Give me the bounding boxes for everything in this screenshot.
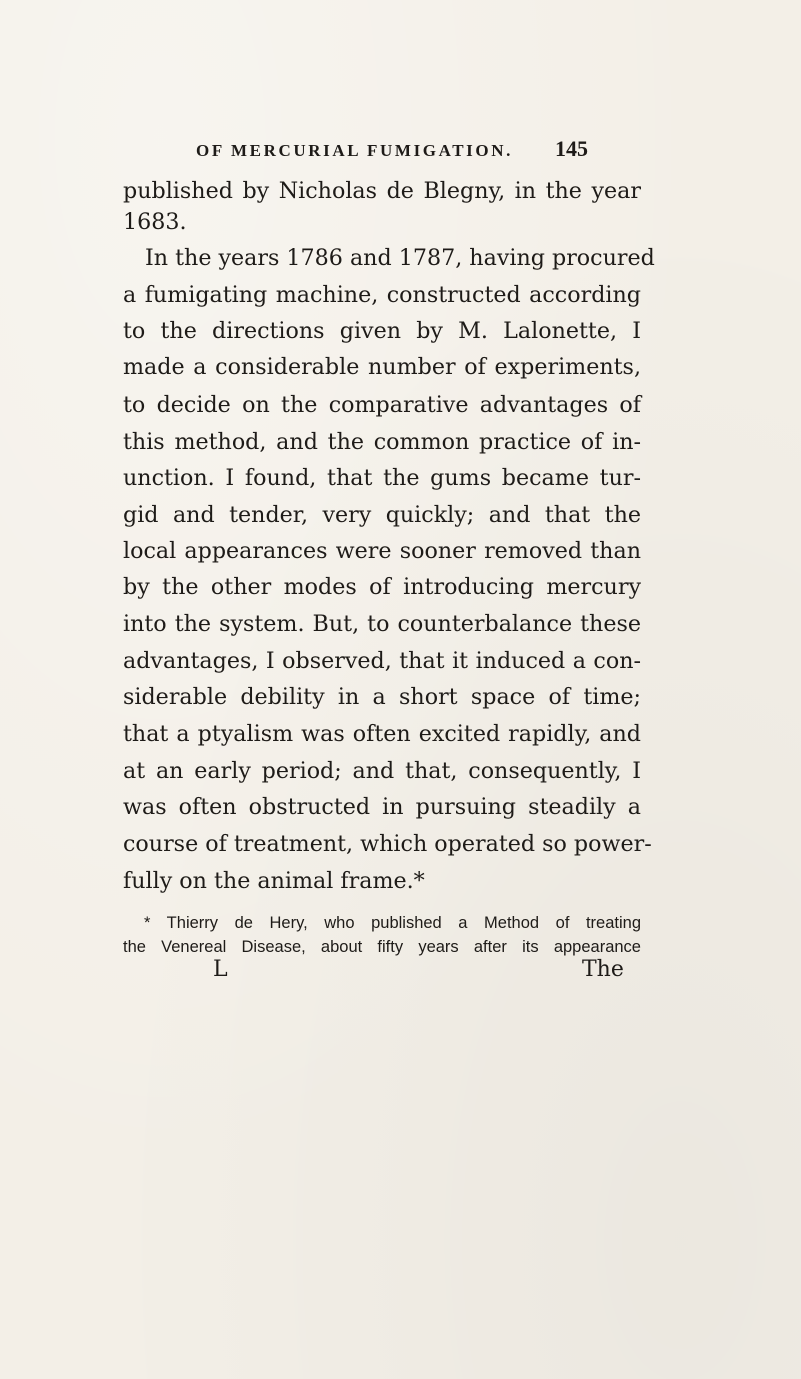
footnote-line: the Venereal Disease, about fifty years after its appearance [123, 938, 641, 956]
text-line: In the years 1786 and 1787, having procured [145, 245, 655, 271]
text-line: into the system. But, to counterbalance these [123, 611, 641, 637]
footnote-line: * Thierry de Hery, who published a Method of treating [144, 914, 641, 932]
page-number: 145 [555, 136, 588, 161]
text-line: published by Nicholas de Blegny, in the year [123, 178, 641, 204]
text-line: advantages, I observed, that it induced a con- [123, 648, 641, 674]
text-line: a fumigating machine, constructed according [123, 282, 641, 308]
text-line: to the directions given by M. Lalonette, I [123, 318, 641, 344]
text-line: gid and tender, very quickly; and that the [123, 502, 641, 528]
text-line: at an early period; and that, consequently, I [123, 758, 641, 784]
running-head [0, 136, 801, 171]
text-line: 1683. [123, 209, 187, 235]
text-line: that a ptyalism was often excited rapidly, and [123, 721, 641, 747]
text-line: siderable debility in a short space of time; [123, 684, 641, 710]
text-line: this method, and the common practice of in- [123, 429, 641, 455]
text-line: unction. I found, that the gums became tur- [123, 465, 641, 491]
text-line: to decide on the comparative advantages of [123, 392, 641, 418]
signature-mark: L [213, 957, 228, 982]
text-line: made a considerable number of experiments, [123, 354, 641, 380]
text-line: was often obstructed in pursuing steadily a [123, 794, 641, 820]
text-line: course of treatment, which operated so power- [123, 831, 652, 857]
text-line: local appearances were sooner removed than [123, 538, 641, 564]
running-head-title: OF MERCURIAL FUMIGATION. [196, 141, 513, 160]
catchword: The [582, 957, 624, 982]
text-line: by the other modes of introducing mercury [123, 574, 641, 600]
text-line: fully on the animal frame.* [123, 868, 425, 894]
